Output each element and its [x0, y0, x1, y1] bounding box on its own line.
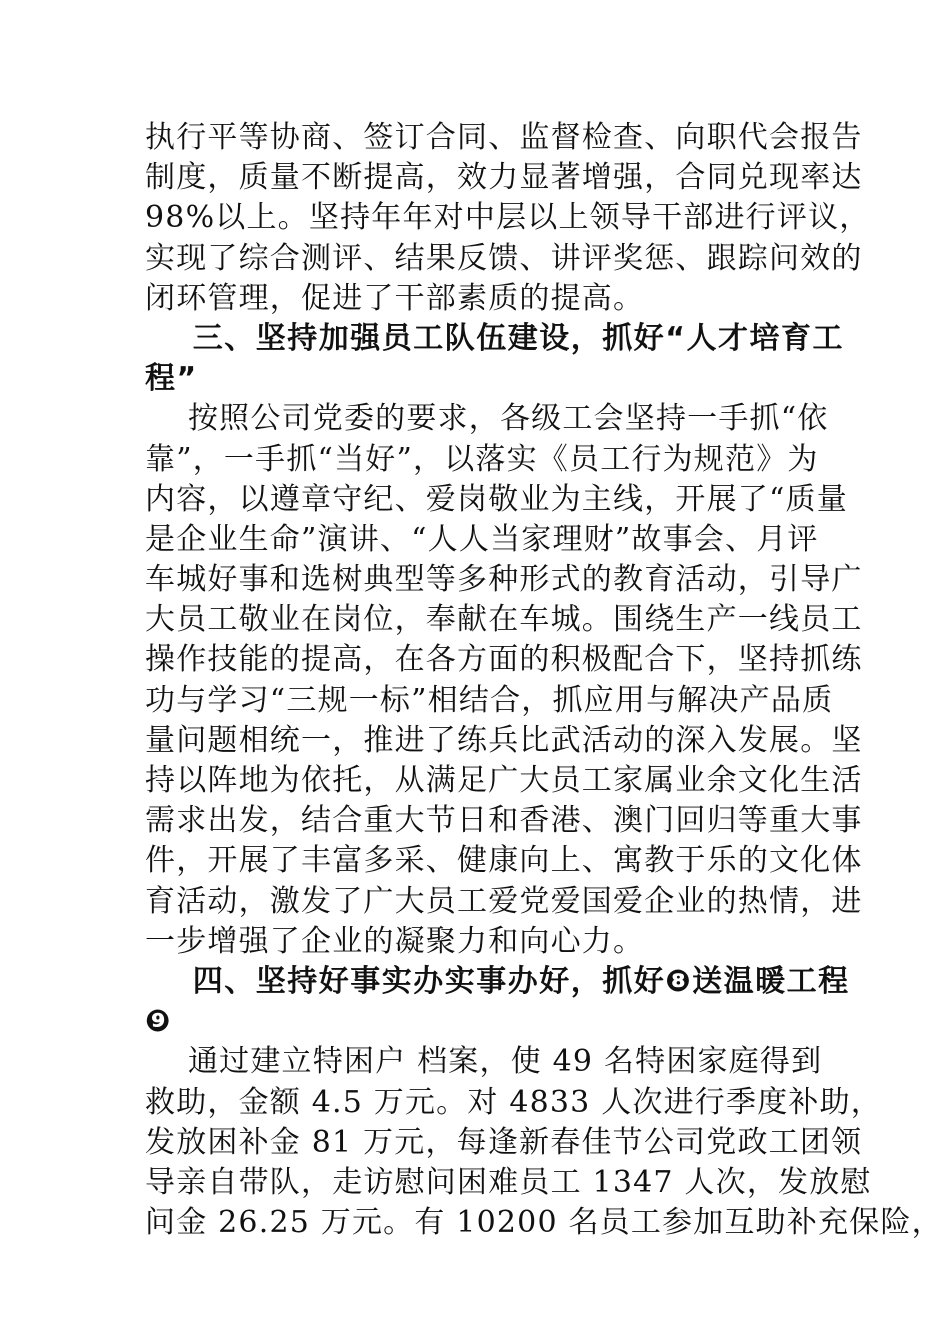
text-line: 育活动，激发了广大员工爱党爱国爱企业的热情，进: [145, 883, 863, 919]
text-line: 车城好事和选树典型等多种形式的教育活动，引导广: [145, 562, 863, 598]
heading-line: ❾: [145, 1004, 172, 1040]
text-line: 件，开展了丰富多采、健康向上、寓教于乐的文化体: [145, 843, 863, 879]
text-line: 发放困补金 81 万元，每逢新春佳节公司党政工团领: [145, 1124, 863, 1160]
section-4-paragraph: [145, 1042, 943, 1243]
section-3-paragraph: [145, 399, 863, 962]
text-line: 持以阵地为依托，从满足广大员工家属业余文化生活: [145, 763, 863, 798]
text-line: 制度，质量不断提高，效力显著增强，合同兑现率达: [145, 160, 863, 196]
heading-line: 三、坚持加强员工队伍建设，抓好“人才培育工: [145, 320, 844, 356]
text-line: 问金 26.25 万元。有 10200 名员工参加互助补充保险，: [145, 1205, 943, 1241]
section-4-heading: [145, 962, 850, 1042]
text-line: 救助，金额 4.5 万元。对 4833 人次进行季度补助，: [145, 1084, 883, 1120]
text-line: 是企业生命”演讲、“人人当家理财”故事会、月评: [145, 521, 819, 557]
text-line: 靠”，一手抓“当好”，以落实《员工行为规范》为: [145, 441, 819, 477]
section-3-heading: [145, 319, 844, 399]
text-line: 导亲自带队，走访慰问困难员工 1347 人次，发放慰: [145, 1164, 872, 1200]
text-line: 闭环管理，促进了干部素质的提高。: [145, 280, 645, 316]
text-line: 98%以上。坚持年年对中层以上领导干部进行评议，: [145, 200, 871, 236]
text-line: 需求出发，结合重大节日和香港、澳门回归等重大事: [145, 803, 863, 839]
heading-line: 四、坚持好事实办实事办好，抓好❽送温暖工程: [145, 963, 850, 999]
text-line: 一步增强了企业的凝聚力和向心力。: [145, 923, 645, 959]
text-line: 执行平等协商、签订合同、监督检查、向职代会报告: [145, 120, 863, 155]
heading-line: 程”: [145, 361, 198, 397]
text-line: 实现了综合测评、结果反馈、讲评奖惩、跟踪问效的: [145, 240, 863, 276]
intro-paragraph: [145, 118, 871, 319]
text-line: 通过建立特困户 档案，使 49 名特困家庭得到: [145, 1044, 823, 1080]
text-line: 内容，以遵章守纪、爱岗敬业为主线，开展了“质量: [145, 481, 848, 517]
text-line: 量问题相统一，推进了练兵比武活动的深入发展。坚: [145, 722, 863, 758]
text-line: 大员工敬业在岗位，奉献在车城。围绕生产一线员工: [145, 602, 863, 638]
text-line: 操作技能的提高，在各方面的积极配合下，坚持抓练: [145, 642, 863, 678]
document-body: [145, 118, 943, 1243]
text-line: 功与学习“三规一标”相结合，抓应用与解决产品质: [145, 682, 834, 718]
text-line: 按照公司党委的要求，各级工会坚持一手抓“依: [145, 401, 829, 437]
